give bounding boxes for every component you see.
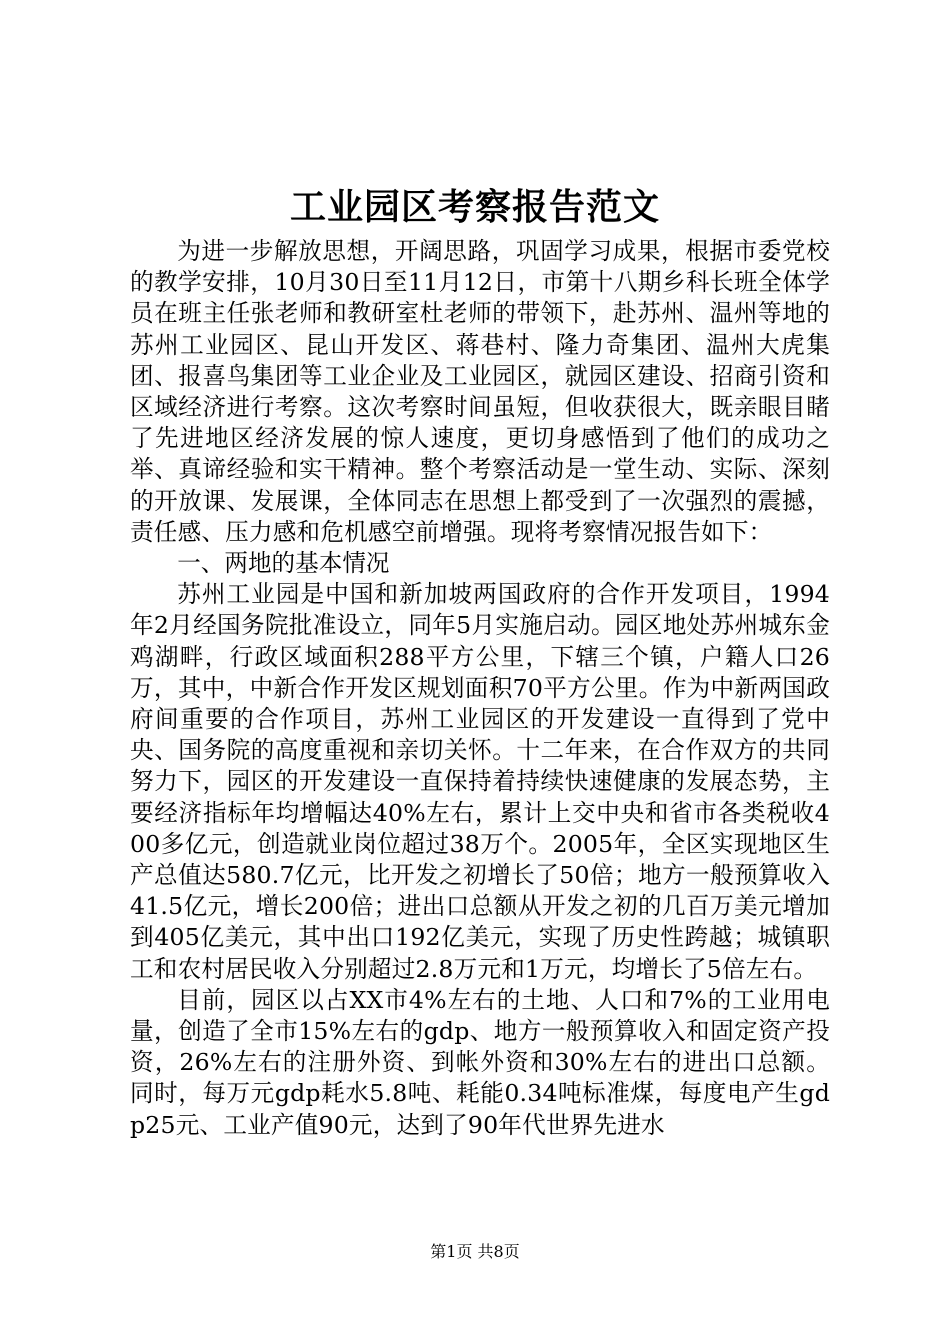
paragraph-intro: 为进一步解放思想，开阔思路，巩固学习成果，根据市委党校的教学安排，10月30日至11月12日，市第十八期乡科长班全体学员在班主任张老师和教研室杜老师的带领下，赴苏州、温州等地的苏州工业园区、昆山开发区、蒋巷村、隆力奇集团、温州大虎集团、报喜鸟集团等工业企业及工业园区，就园区建设、招商引资和区域经济进行考察。这次考察时间虽短，但收获很大，既亲眼目睹了先进地区经济发展的惊人速度，更切身感悟到了他们的成功之举、真谛经验和实干精神。整个考察活动是一堂生动、实际、深刻的开放课、发展课，全体同志在思想上都受到了一次强烈的震撼，责任感、压力感和危机感空前增强。现将考察情况报告如下：	[130, 237, 830, 546]
document-title: 工业园区考察报告范文	[289, 186, 660, 228]
paragraph-current-status: 目前，园区以占XX市4%左右的土地、人口和7%的工业用电量，创造了全市15%左右的gdp、地方一般预算收入和固定资产投资，26%左右的注册外资、到帐外资和30%左右的进出口总额。同时，每万元gdp耗水5.8吨、耗能0.34吨标准煤，每度电产生gdp25元、工业产值90元，达到了90年代世界先进水	[130, 985, 830, 1139]
paragraph-suzhou-park: 苏州工业园是中国和新加坡两国政府的合作开发项目，1994年2月经国务院批准设立，同年5月实施启动。园区地处苏州城东金鸡湖畔，行政区域面积288平方公里，下辖三个镇，户籍人口26万，其中，中新合作开发区规划面积70平方公里。作为中新两国政府间重要的合作项目，苏州工业园区的开发建设一直得到了党中央、国务院的高度重视和亲切关怀。十二年来，在合作双方的共同努力下，园区的开发建设一直保持着持续快速健康的发展态势，主要经济指标年均增幅达40%左右，累计上交中央和省市各类税收400多亿元，创造就业岗位超过38万个。2005年，全区实现地区生产总值达580.7亿元，比开发之初增长了50倍；地方一般预算收入41.5亿元，增长200倍；进出口总额从开发之初的几百万美元增加到405亿美元，其中出口192亿美元，实现了历史性跨越；城镇职工和农村居民收入分别超过2.8万元和1万元，均增长了5倍左右。	[130, 580, 830, 983]
page-number-footer: 第1页 共8页	[430, 1242, 520, 1261]
section-heading-1: 一、两地的基本情况	[177, 549, 390, 578]
document-body	[130, 236, 830, 1141]
